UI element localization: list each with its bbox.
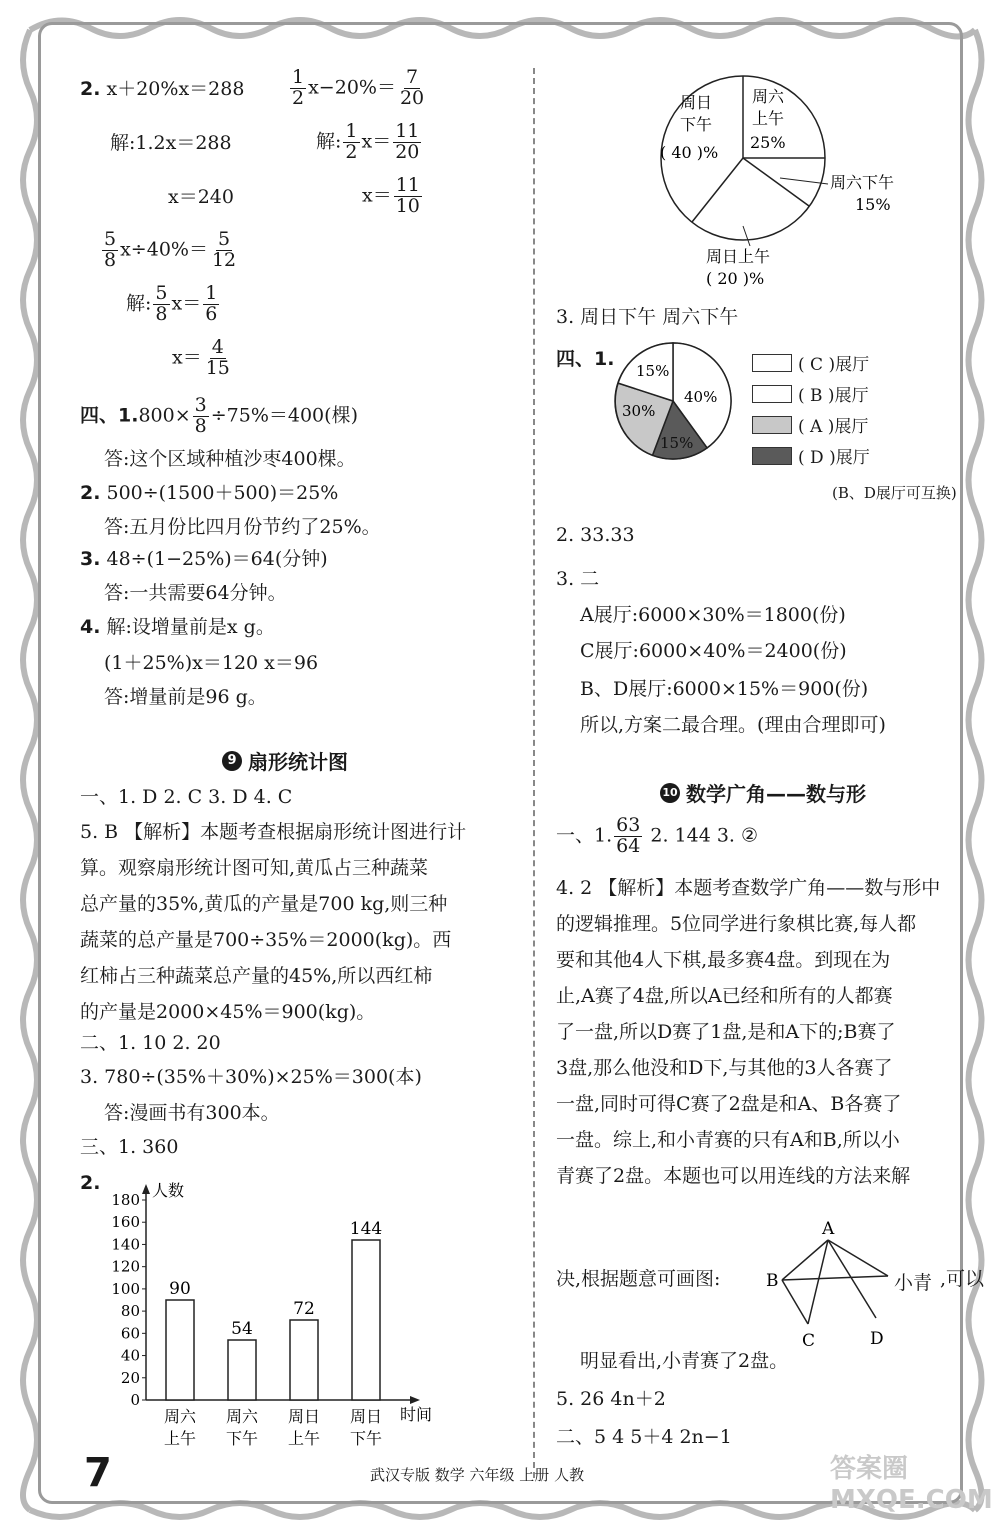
frac-den: 64 [616, 834, 641, 857]
q2-eq: 500÷(1500＋500)＝25% [106, 482, 339, 504]
legend-swatch [752, 416, 792, 434]
frac-num: 4 [211, 336, 224, 358]
frac-den: 8 [155, 302, 168, 325]
right-q3: 3. 周日下午 周六下午 [556, 306, 739, 328]
x-tick-label: 周日 [287, 1407, 321, 1426]
y-tick-label: 120 [111, 1257, 140, 1276]
y-tick-label: 60 [120, 1324, 140, 1343]
y-tick-label: 0 [130, 1391, 140, 1409]
sec10-s2: 二、5 4 5＋4 2n−1 [556, 1426, 732, 1448]
eq3-mid: x÷40%＝ [120, 238, 208, 261]
q4-line: 一盘。综上,和小青赛的只有A和B,所以小 [556, 1129, 900, 1151]
sec9-q5 [80, 814, 466, 1030]
frac-num: 7 [406, 66, 419, 88]
pie1-label: 周日 [680, 93, 713, 112]
frac-num: 11 [395, 174, 420, 196]
frac-num: 1 [292, 66, 305, 88]
q5-line: 算。观察扇形统计图可知,黄瓜占三种蔬菜 [80, 857, 429, 879]
frac-num: 63 [616, 814, 641, 836]
s4-q4-eq2: (1＋25%)x＝120 x＝96 [104, 652, 319, 674]
s4-q2 [80, 482, 338, 505]
match-graph [752, 1214, 892, 1364]
footer-text: 武汉专版 数学 六年级 上册 人教 [370, 1466, 585, 1484]
legend-swatch [752, 354, 792, 372]
frac-den: 20 [399, 86, 425, 109]
x-tick-label: 下午 [349, 1429, 383, 1448]
frac-den: 12 [211, 248, 237, 271]
y-tick-label: 180 [111, 1191, 140, 1209]
step-mid: x＝ [362, 184, 392, 207]
frac-den: 8 [104, 248, 117, 271]
bar [290, 1320, 318, 1400]
graph-node: A [822, 1219, 835, 1239]
pie1-label: 下午 [680, 115, 713, 134]
watermark: 答案圈 MXQE.COM [830, 1454, 993, 1515]
frac-num: 1 [345, 120, 358, 142]
legend-note: (B、D展厅可互换) [832, 484, 957, 502]
frac-num: 1 [205, 282, 218, 304]
pie2-label: 40% [684, 388, 718, 406]
y-axis-arrow [142, 1184, 150, 1194]
section-title: 数学广角——数与形 [686, 782, 866, 806]
legend-text: ( D )展厅 [798, 448, 870, 468]
sec10-line1-rest: 2. 144 3. ② [644, 824, 759, 847]
frac-num: 5 [155, 282, 168, 304]
right-q2: 2. 33.33 [556, 524, 635, 546]
right-q3b: 3. 二 [556, 568, 600, 590]
frac-den: 2 [292, 86, 305, 109]
q4-line: 青赛了2盘。本题也可以用连线的方法来解 [556, 1165, 911, 1187]
s4-q4 [80, 616, 275, 639]
item-number: 3. [80, 548, 101, 570]
bar-value-label: 144 [349, 1219, 383, 1239]
step-mid: x＝ [171, 292, 202, 315]
q4-line: 要和其他4人下棋,最多赛4盘。到现在为 [556, 949, 891, 971]
x-tick-label: 周六 [163, 1407, 197, 1426]
q5-line: 的产量是2000×45%＝900(kg)。 [80, 1001, 376, 1023]
legend-row [752, 443, 870, 468]
pie-chart-exhibit [608, 336, 738, 466]
frac-num: 3 [194, 394, 207, 416]
eq2-step2 [362, 176, 424, 217]
s4-q3-answer: 答:一共需要64分钟。 [104, 582, 287, 604]
frac-den: 10 [395, 194, 420, 217]
y-tick-label: 100 [111, 1279, 140, 1298]
step-mid: x＝ [172, 346, 202, 369]
graph-node-xiaoqing: 小青 [894, 1272, 933, 1294]
legend-text: ( B )展厅 [798, 386, 869, 406]
s4-q4-answer: 答:增量前是96 g。 [104, 686, 267, 708]
sec9-s3-q2: 2. [80, 1172, 101, 1194]
step-prefix: 解: [126, 292, 152, 315]
y-tick-label: 160 [111, 1213, 140, 1232]
right-q3b-l1: A展厅:6000×30%＝1800(份) [580, 604, 846, 626]
x-tick-label: 上午 [287, 1429, 321, 1448]
bar-value-label: 72 [293, 1299, 315, 1319]
s4-q1 [80, 396, 358, 437]
frac-num: 11 [395, 120, 420, 142]
pie1-label: 15% [855, 195, 891, 214]
item-number: 2. [80, 482, 101, 504]
q4-eq: 解:设增量前是x g。 [106, 616, 275, 638]
frac-den: 2 [345, 140, 358, 163]
sec9-s2: 二、1. 10 2. 20 [80, 1032, 221, 1054]
section-badge: 10 [660, 783, 680, 803]
legend-row [752, 412, 868, 437]
frac-den: 8 [194, 414, 207, 437]
pie-chart-weekend [650, 66, 950, 306]
y-tick-label: 140 [111, 1235, 140, 1254]
q1-a: 800× [138, 404, 191, 427]
y-tick-label: 40 [120, 1346, 140, 1365]
frac-den: 15 [205, 356, 230, 379]
frac-num: 5 [104, 228, 117, 250]
eq2-step1 [316, 122, 423, 163]
eq2 [288, 68, 428, 109]
bar-chart [100, 1170, 450, 1450]
legend-row [752, 381, 869, 406]
q4-line: 3盘,那么他没和D下,与其他的3人各赛了 [556, 1057, 893, 1079]
sec9-line1: 一、1. D 2. C 3. D 4. C [80, 786, 293, 808]
section-badge: 9 [222, 751, 242, 771]
q4-line10a: 决,根据题意可画图: [556, 1268, 721, 1290]
section-heading-10 [660, 778, 866, 807]
item-number: 2. [80, 78, 101, 100]
pie2-label: 30% [622, 402, 656, 420]
legend-swatch [752, 447, 792, 465]
frac-den: 6 [205, 302, 218, 325]
frac-den: 20 [395, 140, 420, 163]
pie1-label: ( 20 )% [706, 269, 765, 288]
pie2-label: 15% [660, 434, 694, 452]
sec9-s3: 三、1. 360 [80, 1136, 179, 1158]
eq1 [80, 78, 244, 101]
y-axis-title: 人数 [152, 1181, 185, 1200]
pie1-label: ( 40 )% [660, 143, 719, 162]
bar-value-label: 54 [231, 1319, 253, 1339]
right-q3b-l3: B、D展厅:6000×15%＝900(份) [580, 678, 869, 700]
graph-node: B [766, 1271, 779, 1291]
column-divider [533, 68, 535, 1478]
bar-value-label: 90 [169, 1279, 191, 1299]
sec10-line1 [556, 816, 758, 857]
eq3 [100, 230, 240, 271]
pie1-label: 25% [750, 133, 786, 152]
bar [228, 1340, 256, 1400]
legend-swatch [752, 385, 792, 403]
pie1-label: 上午 [752, 109, 785, 128]
x-tick-label: 周六 [225, 1407, 259, 1426]
x-tick-label: 周日 [349, 1407, 383, 1426]
pie2-label: 15% [636, 362, 670, 380]
q5-line: 蔬菜的总产量是700÷35%＝2000(kg)。西 [80, 929, 452, 951]
q4-line11: 明显看出,小青赛了2盘。 [580, 1350, 789, 1372]
bar [166, 1300, 194, 1400]
x-axis-arrow [410, 1396, 420, 1404]
bar [352, 1240, 380, 1400]
sec10-q5: 5. 26 4n＋2 [556, 1388, 666, 1410]
eq3-step2 [172, 338, 234, 379]
item-number: 四、1. [80, 404, 139, 427]
eq1-step1: 解:1.2x＝288 [110, 132, 232, 154]
s4-q1-answer: 答:这个区域种植沙枣400棵。 [104, 448, 356, 470]
sec10-q4 [556, 870, 940, 1194]
right-q3b-l4: 所以,方案二最合理。(理由合理即可) [580, 714, 886, 736]
right-s4-prefix: 四、1. [556, 348, 615, 370]
page-number: 7 [84, 1450, 112, 1496]
q1-b: ÷75%＝400(棵) [210, 404, 358, 427]
frac-num: 5 [218, 228, 231, 250]
eq1-step2: x＝240 [168, 186, 234, 208]
s4-q2-answer: 答:五月份比四月份节约了25%。 [104, 516, 381, 538]
eq1-text: x＋20%x＝288 [106, 78, 245, 100]
pie1-label: 周日上午 [706, 247, 771, 266]
eq2-mid: x−20%＝ [308, 76, 396, 99]
legend-text: ( A )展厅 [798, 417, 869, 437]
step-mid: x＝ [361, 130, 392, 153]
legend-row [752, 350, 869, 375]
sec9-s2-answer: 答:漫画书有300本。 [104, 1102, 280, 1124]
y-tick-label: 80 [120, 1302, 140, 1321]
step-prefix: 解: [316, 130, 342, 153]
q4-line: 止,A赛了4盘,所以A已经和所有的人都赛 [556, 985, 893, 1007]
q4-line: 的逻辑推理。5位同学进行象棋比赛,每人都 [556, 913, 917, 935]
s4-q3 [80, 548, 328, 571]
right-q3b-l2: C展厅:6000×40%＝2400(份) [580, 640, 847, 662]
pie1-label: 周六下午 [830, 173, 895, 192]
q3-eq: 48÷(1−25%)＝64(分钟) [106, 548, 328, 570]
q5-line: 总产量的35%,黄瓜的产量是700 kg,则三种 [80, 893, 448, 915]
graph-node: C [802, 1331, 816, 1351]
q5-line: 5. B 【解析】本题考查根据扇形统计图进行计 [80, 821, 467, 843]
section-heading-9 [222, 746, 348, 775]
x-tick-label: 下午 [225, 1429, 259, 1448]
eq3-step1 [126, 284, 221, 325]
x-axis-title: 时间 [400, 1405, 433, 1424]
x-tick-label: 上午 [163, 1429, 197, 1448]
item-number: 4. [80, 616, 101, 638]
q4-line: 一盘,同时可得C赛了2盘是和A、B各赛了 [556, 1093, 902, 1115]
q4-line: 4. 2 【解析】本题考查数学广角——数与形中 [556, 877, 941, 899]
q4-line10b: ,可以 [940, 1268, 985, 1290]
graph-node: D [870, 1329, 884, 1349]
pie1-label: 周六 [752, 87, 785, 106]
section-title: 扇形统计图 [248, 750, 348, 774]
q4-line: 了一盘,所以D赛了1盘,是和A下的;B赛了 [556, 1021, 896, 1043]
sec9-s2-q3: 3. 780÷(35%＋30%)×25%＝300(本) [80, 1066, 422, 1088]
y-tick-label: 20 [120, 1368, 140, 1387]
legend-text: ( C )展厅 [798, 355, 870, 375]
item-number: 一、1. [556, 824, 613, 847]
q5-line: 红柿占三种蔬菜总产量的45%,所以西红柿 [80, 965, 433, 987]
